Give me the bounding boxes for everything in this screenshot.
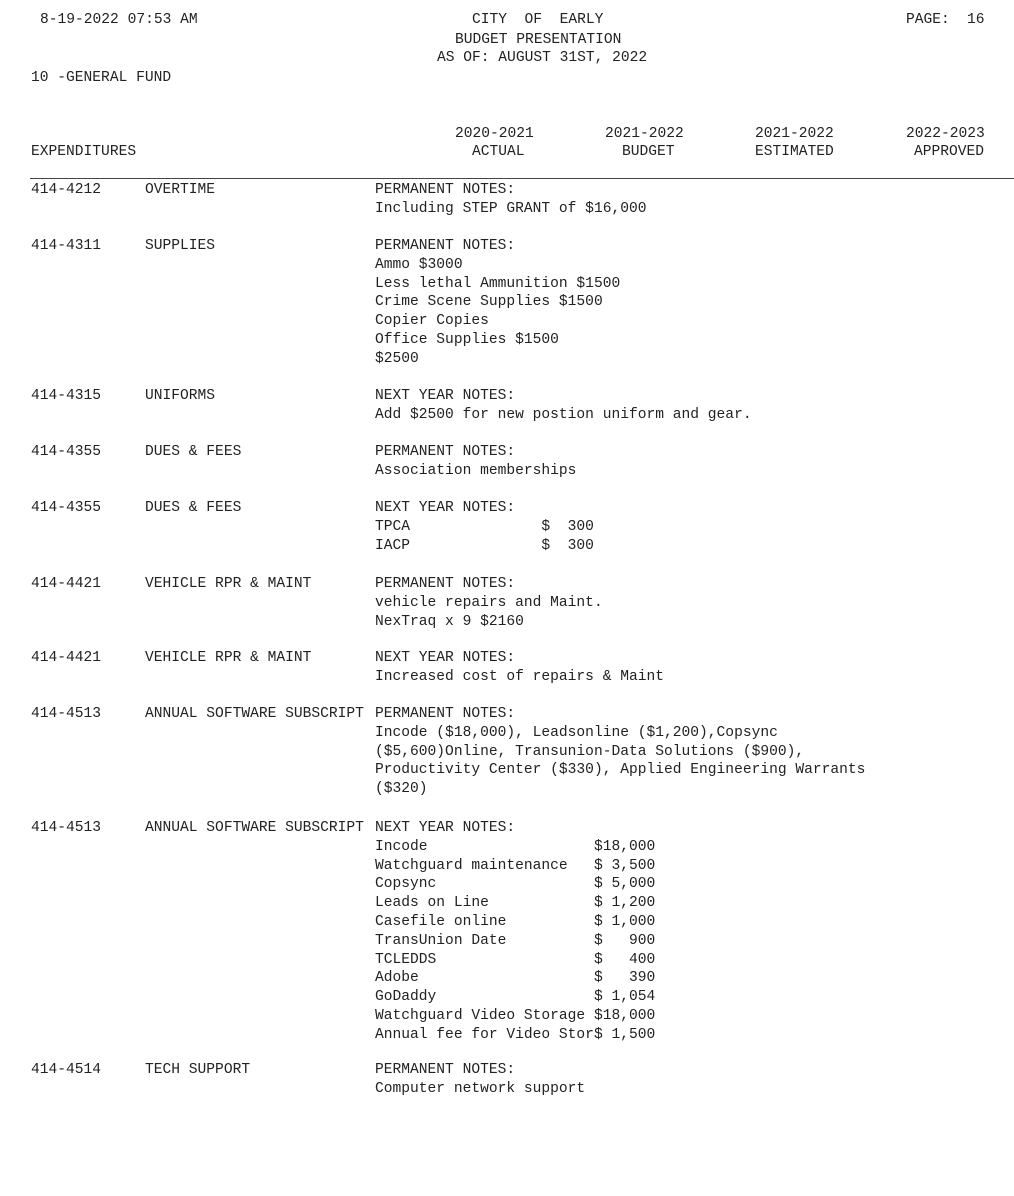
account-code: 414-4514 [31, 1062, 102, 1078]
note-line: Office Supplies $1500 [375, 332, 559, 348]
account-name: ANNUAL SOFTWARE SUBSCRIPT [145, 820, 364, 836]
notes-title: NEXT YEAR NOTES: [375, 820, 516, 836]
note-line: IACP $ 300 [375, 538, 594, 554]
note-line: Computer network support [375, 1081, 586, 1097]
note-line: Association memberships [375, 463, 577, 479]
note-line: Adobe $ 390 [375, 970, 656, 986]
note-line: Ammo $3000 [375, 257, 463, 273]
city-name: CITY OF EARLY [472, 12, 604, 28]
header-divider [30, 178, 1014, 179]
note-line: Less lethal Ammunition $1500 [375, 276, 621, 292]
note-line: Casefile online $ 1,000 [375, 914, 656, 930]
note-line: TCLEDDS $ 400 [375, 952, 656, 968]
page-number: 16 [967, 12, 985, 28]
account-name: VEHICLE RPR & MAINT [145, 576, 312, 592]
note-line: vehicle repairs and Maint. [375, 595, 603, 611]
report-title: BUDGET PRESENTATION [455, 32, 622, 48]
note-line: TPCA $ 300 [375, 519, 594, 535]
account-name: OVERTIME [145, 182, 216, 198]
note-line: Including STEP GRANT of $16,000 [375, 201, 647, 217]
note-line: Watchguard maintenance $ 3,500 [375, 858, 656, 874]
account-name: DUES & FEES [145, 500, 242, 516]
note-line: GoDaddy $ 1,054 [375, 989, 656, 1005]
note-line: Crime Scene Supplies $1500 [375, 294, 603, 310]
col-actual-type: ACTUAL [472, 144, 525, 160]
account-name: SUPPLIES [145, 238, 216, 254]
account-name: DUES & FEES [145, 444, 242, 460]
account-code: 414-4513 [31, 706, 102, 722]
expenditures-label: EXPENDITURES [31, 144, 137, 160]
note-line: Annual fee for Video Stor$ 1,500 [375, 1027, 656, 1043]
account-code: 414-4513 [31, 820, 102, 836]
col-actual-year: 2020-2021 [455, 126, 534, 142]
note-line: NexTraq x 9 $2160 [375, 614, 524, 630]
as-of-date: AS OF: AUGUST 31ST, 2022 [437, 50, 648, 66]
account-name: TECH SUPPORT [145, 1062, 251, 1078]
note-line: Productivity Center ($330), Applied Engineering Warrants [375, 762, 866, 778]
fund-label: 10 -GENERAL FUND [31, 70, 172, 86]
col-budget-type: BUDGET [622, 144, 675, 160]
account-code: 414-4421 [31, 576, 102, 592]
note-line: Copier Copies [375, 313, 489, 329]
note-line: Incode ($18,000), Leadsonline ($1,200),Copsync [375, 725, 778, 741]
account-code: 414-4421 [31, 650, 102, 666]
col-approved-type: APPROVED [914, 144, 985, 160]
account-code: 414-4315 [31, 388, 102, 404]
note-line: ($5,600)Online, Transunion-Data Solutions ($900), [375, 744, 805, 760]
notes-title: NEXT YEAR NOTES: [375, 650, 516, 666]
account-name: UNIFORMS [145, 388, 216, 404]
notes-title: PERMANENT NOTES: [375, 1062, 516, 1078]
account-code: 414-4355 [31, 444, 102, 460]
notes-title: PERMANENT NOTES: [375, 576, 516, 592]
account-name: ANNUAL SOFTWARE SUBSCRIPT [145, 706, 364, 722]
account-code: 414-4311 [31, 238, 102, 254]
notes-title: PERMANENT NOTES: [375, 706, 516, 722]
col-estimated-type: ESTIMATED [755, 144, 834, 160]
note-line: Copsync $ 5,000 [375, 876, 656, 892]
note-line: $2500 [375, 351, 419, 367]
note-line: Leads on Line $ 1,200 [375, 895, 656, 911]
account-code: 414-4355 [31, 500, 102, 516]
account-code: 414-4212 [31, 182, 102, 198]
notes-title: NEXT YEAR NOTES: [375, 388, 516, 404]
col-approved-year: 2022-2023 [906, 126, 985, 142]
col-budget-year: 2021-2022 [605, 126, 684, 142]
note-line: ($320) [375, 781, 428, 797]
account-name: VEHICLE RPR & MAINT [145, 650, 312, 666]
note-line: Add $2500 for new postion uniform and gear. [375, 407, 752, 423]
page-label: PAGE: [906, 12, 950, 28]
notes-title: NEXT YEAR NOTES: [375, 500, 516, 516]
notes-title: PERMANENT NOTES: [375, 444, 516, 460]
note-line: Watchguard Video Storage $18,000 [375, 1008, 656, 1024]
note-line: Incode $18,000 [375, 839, 656, 855]
notes-title: PERMANENT NOTES: [375, 182, 516, 198]
print-timestamp: 8-19-2022 07:53 AM [40, 12, 198, 28]
notes-title: PERMANENT NOTES: [375, 238, 516, 254]
note-line: Increased cost of repairs & Maint [375, 669, 665, 685]
col-estimated-year: 2021-2022 [755, 126, 834, 142]
note-line: TransUnion Date $ 900 [375, 933, 656, 949]
